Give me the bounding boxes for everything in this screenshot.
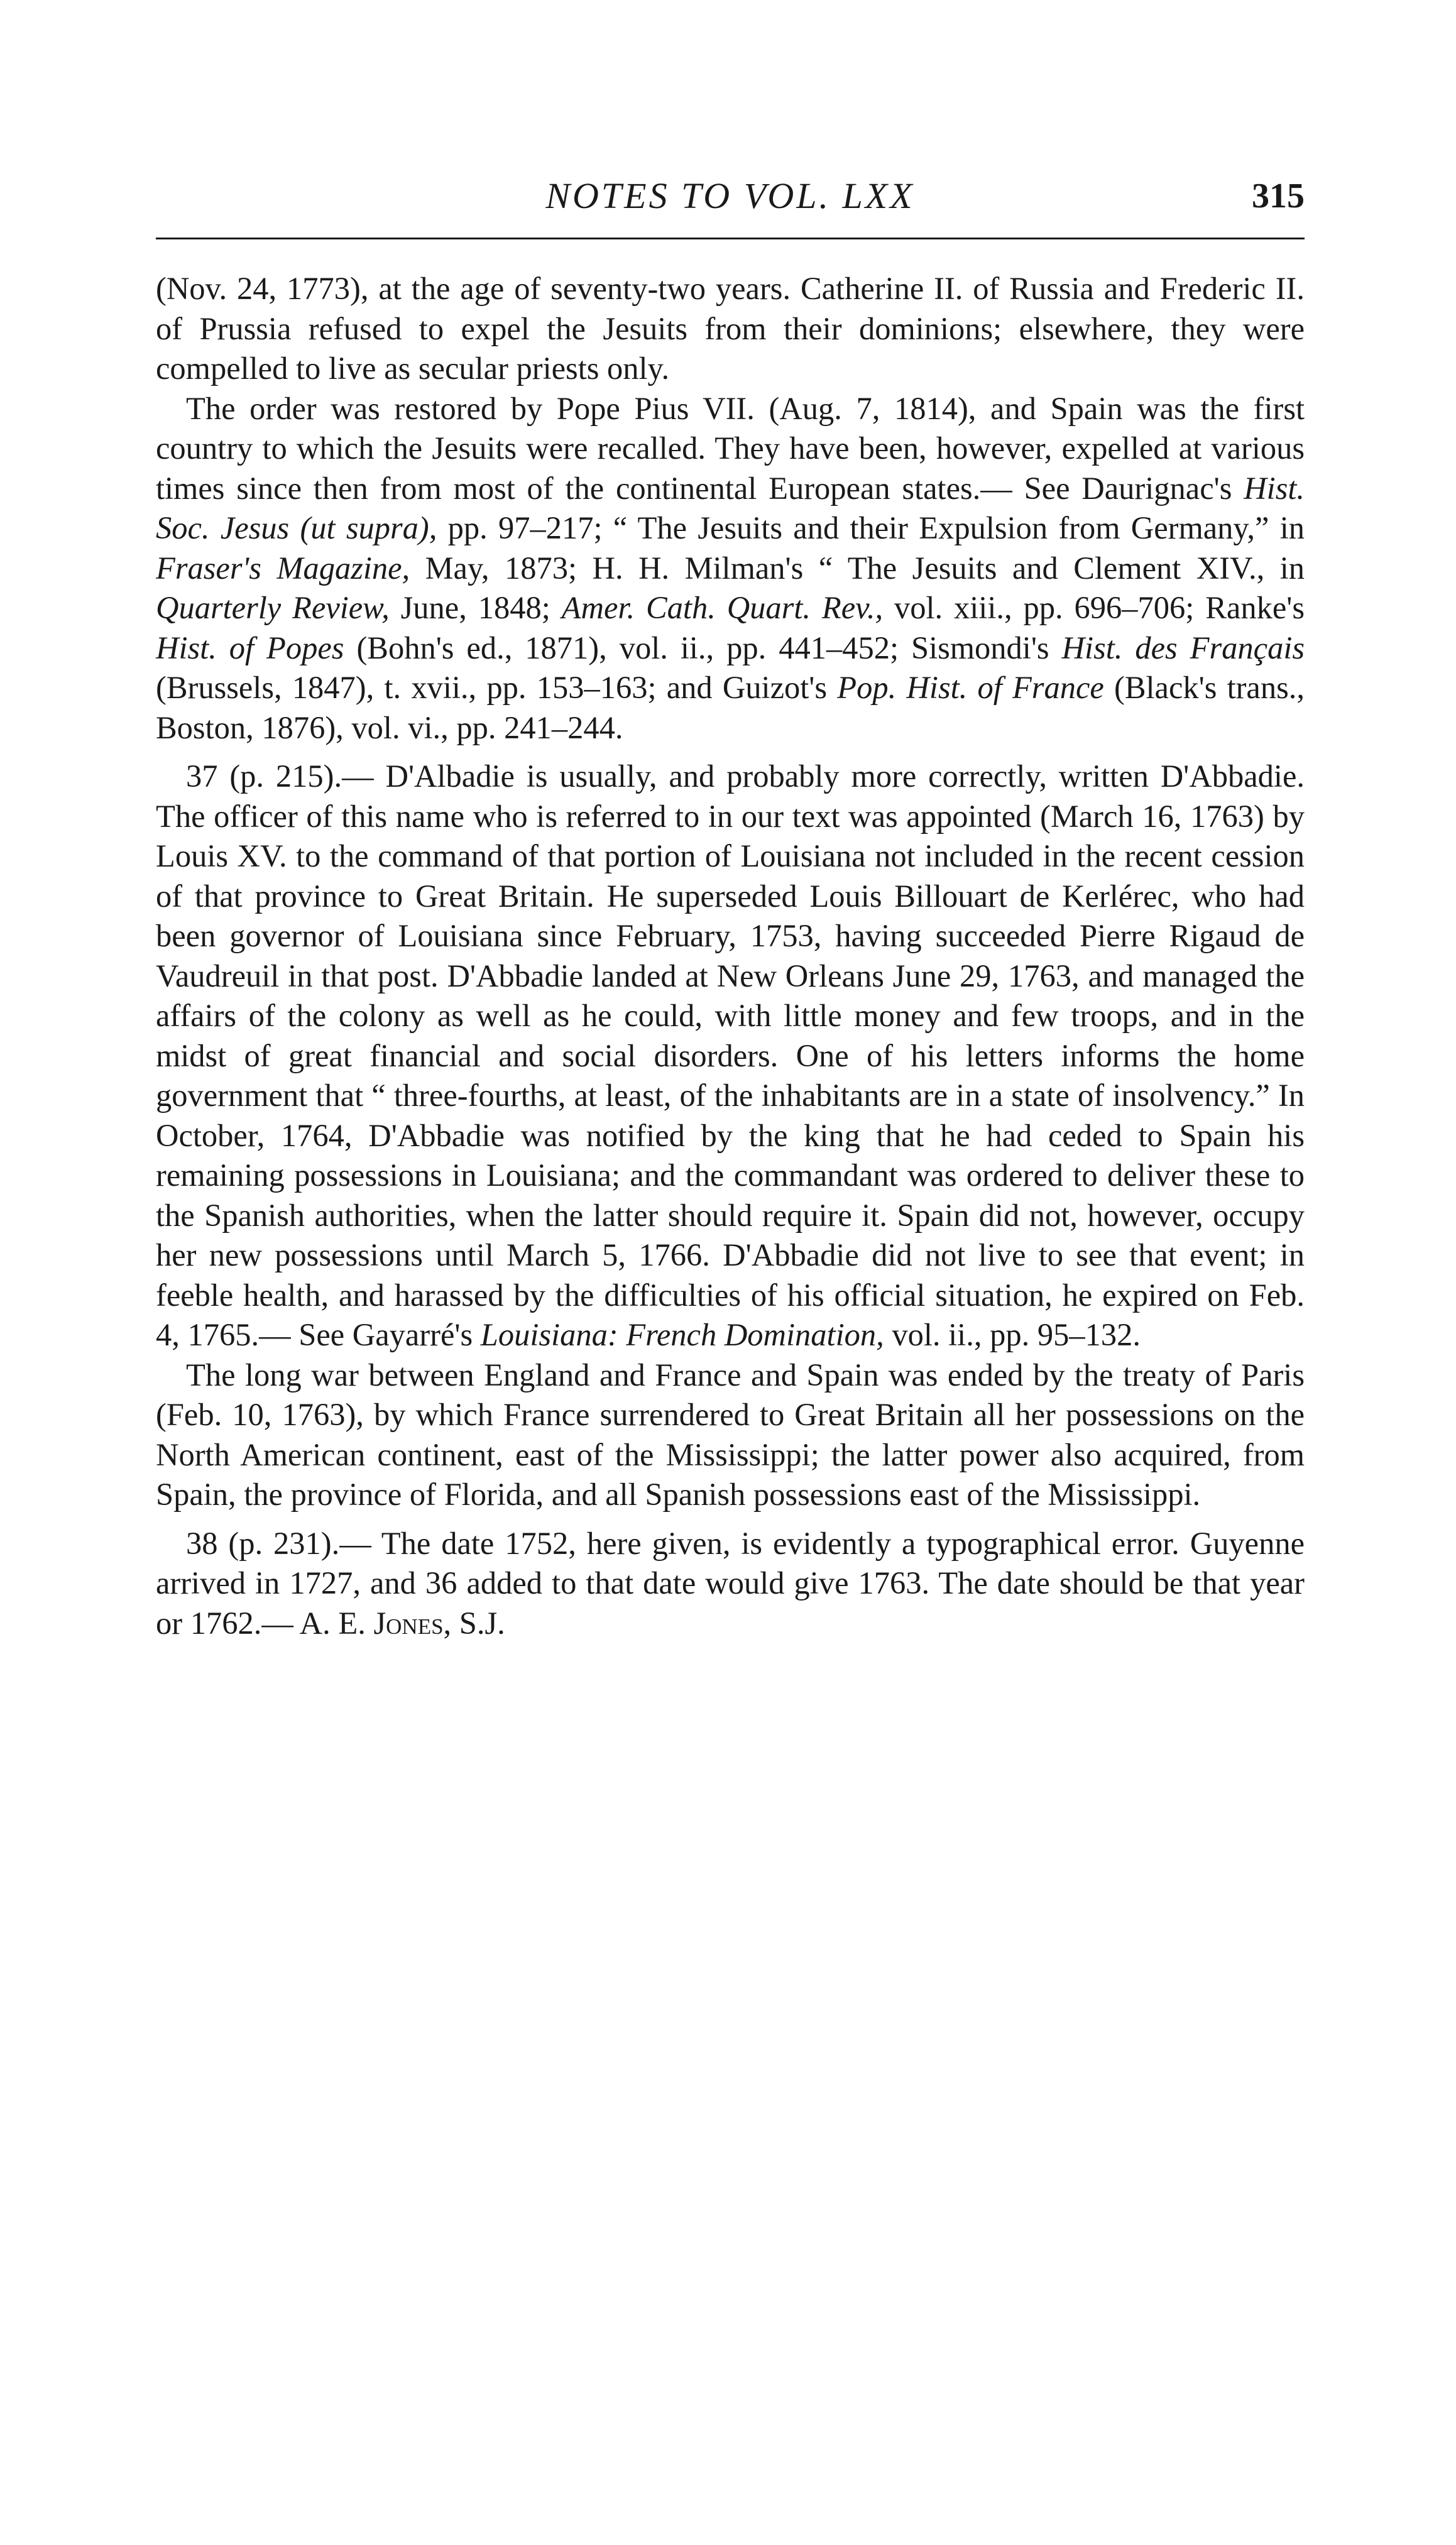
citation-title: Pop. Hist. of France bbox=[837, 670, 1104, 705]
citation-title: Louisiana: French Domination, bbox=[480, 1317, 884, 1352]
citation-title: Hist. des Français bbox=[1061, 630, 1305, 665]
book-page bbox=[156, 0, 1305, 2545]
note-37: 37 (p. 215).— D'Albadie is usually, and probably more correctly, written D'Abbadie. The officer of this name who is referred to in our text was appointed (March 16, 1763) by Louis XV. to the command of that portion of Louisiana not included in the recent cession of that province to Great Britain. He superseded Louis Billouart de Kerlérec, who had been governor of Louisiana since February, 1753, having succeeded Pierre Rigaud de Vaudreuil in that post. D'Abbadie landed at New Orleans June 29, 1763, and managed the affairs of the colony as well as he could, with little money and few troops, and in the midst of great financial and social disorders. One of his letters informs the home government that “ three-fourths, at least, of the inhabitants are in a state of insolvency.” In October, 1764, D'Abbadie was notified by the king that he had ceded to Spain his remaining possessions in Louisiana; and the commandant was ordered to deliver these to the Spanish authorities, when the latter should require it. Spain did not, however, occupy her new possessions until March 5, 1766. D'Abbadie did not live to see that event; in feeble health, and harassed by the difficulties of his official situation, he expired on Feb. 4, 1765.— See Gayarré's Louisiana: French Domination, vol. ii., pp. 95–132. bbox=[156, 758, 1305, 1352]
running-head bbox=[156, 171, 1305, 221]
citation-title: Fraser's Magazine, bbox=[156, 550, 410, 586]
author-name: Jones bbox=[373, 1605, 444, 1641]
page-number: 315 bbox=[1252, 177, 1305, 216]
citation-title: Quarterly Review, bbox=[156, 590, 390, 625]
running-title: NOTES TO VOL. LXX bbox=[545, 175, 915, 216]
citation-title: Hist. of Popes bbox=[156, 630, 344, 665]
notes-body bbox=[156, 269, 1305, 1643]
citation-title: Hist. Soc. Jesus (ut supra), bbox=[156, 470, 1305, 545]
paragraph-jesuits-restoration: The order was restored by Pope Pius VII. (Aug. 7, 1814), and Spain was the first country to which the Jesuits were recalled. They have been, however, expelled at various times since then from most of the continental European states.— See Daurignac's Hist. Soc. Jesus (ut supra), pp. 97–217; “ The Jesuits and their Expulsion from Germany,” in Fraser's Magazine, May, 1873; H. H. Milman's “ The Jesuits and Clement XIV., in Quarterly Review, June, 1848; Amer. Cath. Quart. Rev., vol. xiii., pp. 696–706; Ranke's Hist. of Popes (Bohn's ed., 1871), vol. ii., pp. 441–452; Sismondi's Hist. des Français (Brussels, 1847), t. xvii., pp. 153–163; and Guizot's Pop. Hist. of France (Black's trans., Boston, 1876), vol. vi., pp. 241–244. bbox=[156, 390, 1305, 745]
note-38: 38 (p. 231).— The date 1752, here given, is evidently a typographical error. Guyenne arrived in 1727, and 36 added to that date would give 1763. The date should be that year or 1762.— A. E. Jones, S.J. bbox=[156, 1525, 1305, 1641]
paragraph-treaty-of-paris: The long war between England and France and Spain was ended by the treaty of Paris (Feb. 10, 1763), by which France surrendered to Great Britain all her possessions on the North American continent, east of the Mississippi; the latter power also acquired, from Spain, the province of Florida, and all Spanish possessions east of the Mississippi. bbox=[156, 1357, 1305, 1512]
header-rule bbox=[156, 238, 1305, 239]
citation-title: Amer. Cath. Quart. Rev., bbox=[561, 590, 884, 625]
paragraph-continuation: (Nov. 24, 1773), at the age of seventy-two years. Catherine II. of Russia and Frederic II. of Prussia refused to expel the Jesuits from their dominions; elsewhere, they were compelled to live as secular priests only. bbox=[156, 271, 1305, 386]
